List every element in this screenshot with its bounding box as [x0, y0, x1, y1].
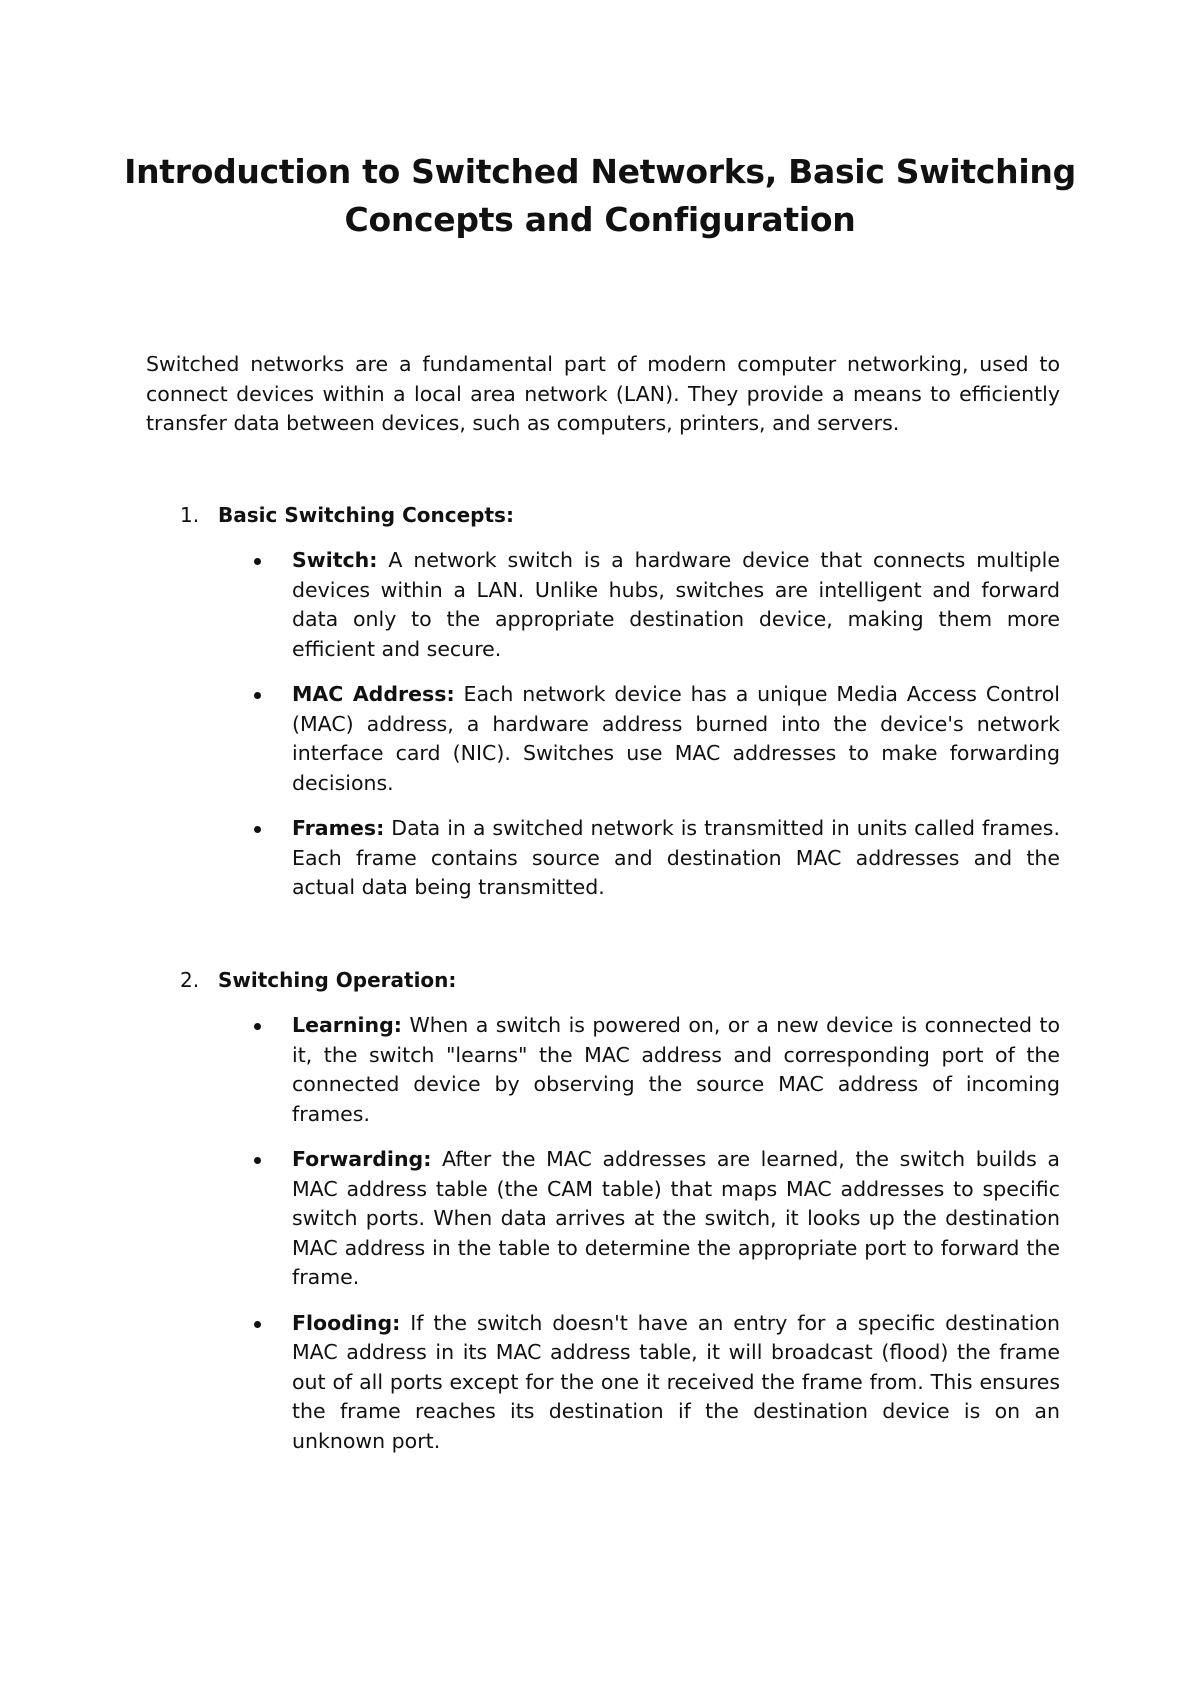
bullet-text: A network switch is a hardware device that connects multiple devices within a LAN. Unlike hubs, switches are intelligent and forward data only to the appropriate destination device, making them more efficient and secure. — [292, 548, 1060, 661]
bullet-text: Data in a switched network is transmitted in units called frames. Each frame contains source and destination MAC addresses and the actual data being transmitted. — [292, 816, 1060, 899]
bullet-term: Switch: — [292, 548, 378, 572]
list-item-switch — [252, 546, 1060, 664]
section-1-bullet-list — [252, 546, 1060, 919]
bullet-term: MAC Address: — [292, 682, 455, 706]
bullet-icon — [254, 1157, 261, 1164]
intro-paragraph: Switched networks are a fundamental part of modern computer networking, used to connect devices within a local area network (LAN). They provide a means to efficiently transfer data between devices, such as computers, printers, and servers. — [146, 352, 1060, 435]
section-heading-basic-switching — [180, 500, 514, 530]
page-title — [100, 148, 1100, 244]
bullet-term: Forwarding: — [292, 1147, 432, 1171]
bullet-icon — [254, 826, 261, 833]
bullet-text: If the switch doesn't have an entry for a specific destination MAC address in its MAC address table, it will broadcast (flood) the frame out of all ports except for the one it received the frame from. This ensures the frame reaches its destination if the destination device is on an unknown port. — [292, 1310, 1060, 1453]
list-item-forwarding — [252, 1145, 1060, 1293]
bullet-text: When a switch is powered on, or a new device is connected to it, the switch "learns" the MAC address and corresponding port of the connected device by observing the source MAC address of incoming frames. — [292, 1013, 1060, 1126]
bullet-term: Learning: — [292, 1013, 402, 1037]
title-line-1: Introduction to Switched Networks, Basic Switching — [124, 152, 1076, 191]
bullet-term: Flooding: — [292, 1310, 401, 1335]
section-heading-text: Switching Operation: — [218, 968, 457, 992]
bullet-text: Each network device has a unique Media Access Control (MAC) address, a hardware address burned into the device's network interface card (NIC). Switches use MAC addresses to make forwarding decisions. — [292, 682, 1060, 795]
bullet-icon — [254, 1023, 261, 1030]
bullet-term: Frames: — [292, 816, 385, 840]
list-item-learning — [252, 1011, 1060, 1129]
section-heading-switching-operation — [180, 965, 456, 995]
section-2-bullet-list — [252, 1011, 1060, 1472]
bullet-text: After the MAC addresses are learned, the switch builds a MAC address table (the CAM table) that maps MAC addresses to specific switch ports. When data arrives at the switch, it looks up the destination MAC address in the table to determine the appropriate port to forward the frame. — [292, 1147, 1060, 1289]
section-number: 1. — [180, 503, 200, 527]
bullet-icon — [254, 692, 261, 699]
bullet-icon — [254, 1321, 261, 1328]
list-item-frames — [252, 814, 1060, 903]
list-item-flooding — [252, 1309, 1060, 1457]
list-item-mac-address — [252, 680, 1060, 798]
section-heading-text: Basic Switching Concepts: — [218, 503, 514, 527]
title-line-2: Concepts and Configuration — [344, 200, 856, 239]
section-number: 2. — [180, 968, 200, 992]
bullet-icon — [254, 558, 261, 565]
